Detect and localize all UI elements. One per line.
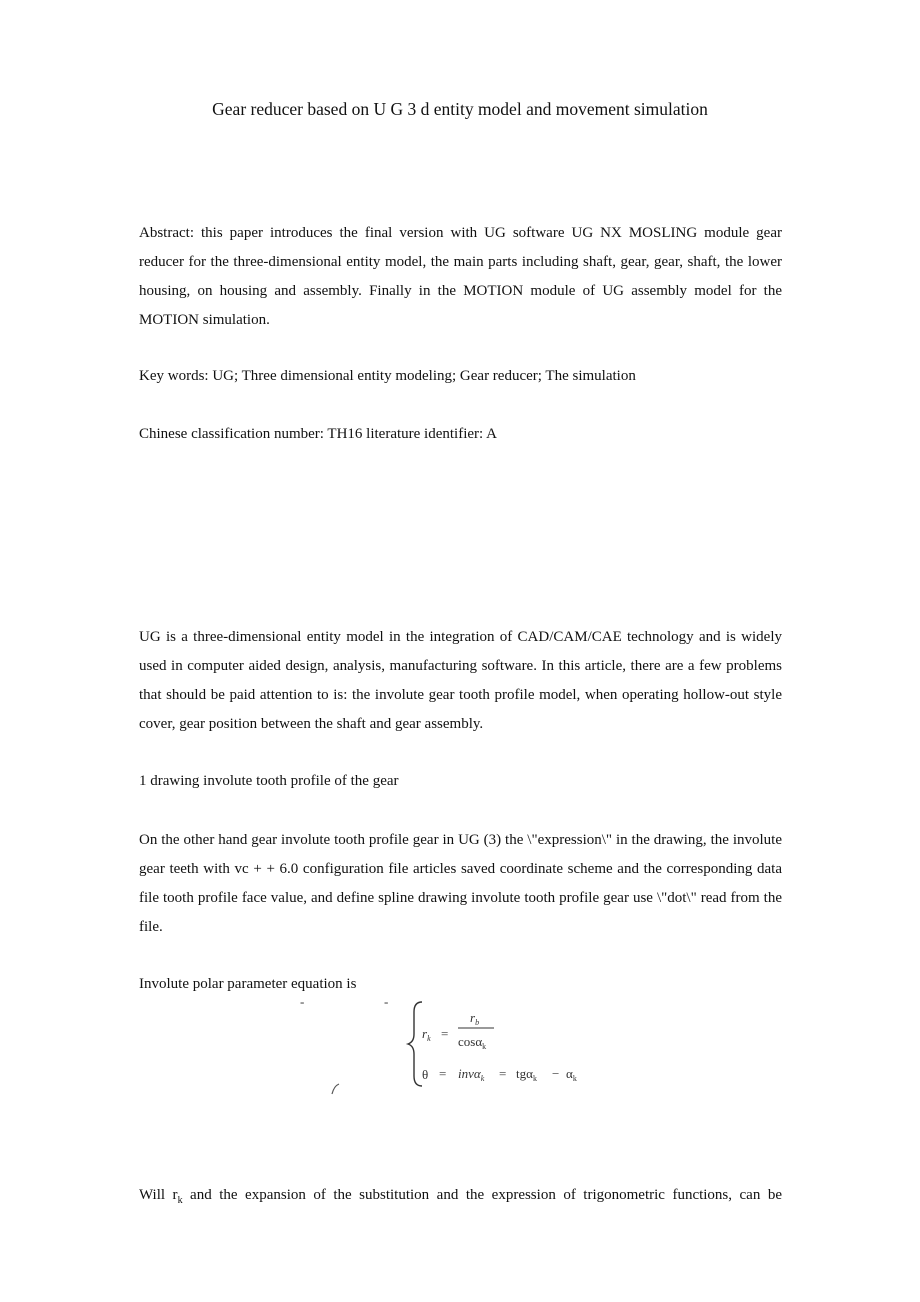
eq-tg-alpha: tgα$_k$ [516,1066,537,1083]
eq-minus: − [552,1066,560,1081]
will-subscript: k [177,1195,183,1206]
paper-title: Gear reducer based on U G 3 d entity model and movement simulation [212,99,708,119]
involute-equation-label: Involute polar parameter equation is [139,976,357,992]
will-prefix: Will r [139,1187,178,1203]
classification-line: Chinese classification number: TH16 literature identifier: A [139,426,497,442]
scan-artifact-mark: - [300,994,305,1009]
section-heading: 1 drawing involute tooth profile of the gear [139,773,399,789]
abstract-paragraph: Abstract: this paper introduces the final version with UG software UG NX MOSLING module gear reducer for the three-dimensional entity model, the main parts including shaft, gear, gear, shaft, the lower housing, on housing and assembly. Finally in the MOTION module of UG assembly model for the MOTION simulation. [139,225,782,328]
eq-alpha: $\alpha_k$ [566,1066,577,1083]
will-rk-line [139,1185,782,1211]
eq-inv-alpha: invα$_k$ [458,1066,485,1083]
expression-paragraph: On the other hand gear involute tooth profile gear in UG (3) the \"expression\" in the drawing, the involute gear teeth with vc + + 6.0 configuration file articles saved coordinate scheme and the corresponding data file tooth profile face value, and define spline drawing involute tooth profile gear use \"dot\" read from the file. [139,832,782,935]
eq-rb: $r_b$ [470,1010,480,1027]
eq-equals: = [439,1066,447,1081]
involute-equation [296,994,596,1104]
scan-artifact-mark: - [384,994,389,1009]
eq-equals: = [441,1026,449,1041]
eq-theta: θ [422,1067,429,1082]
eq-rk: $r_k$ [422,1026,431,1043]
will-suffix: and the expansion of the substitution and the expression of trigonometric functions, can be [182,1187,782,1203]
eq-equals: = [499,1066,507,1081]
keywords-line: Key words: UG; Three dimensional entity modeling; Gear reducer; The simulation [139,368,636,384]
intro-paragraph: UG is a three-dimensional entity model in the integration of CAD/CAM/CAE technology and is widely used in computer aided design, analysis, manufacturing software. In this article, there are a few problems that should be paid attention to is: the involute gear tooth profile model, when operating hollow-out style cover, gear position between the shaft and gear assembly. [139,629,782,732]
eq-cos-alpha: cosα$_k$ [458,1034,487,1051]
scan-artifact-mark [332,1084,339,1094]
left-brace [408,1002,422,1086]
